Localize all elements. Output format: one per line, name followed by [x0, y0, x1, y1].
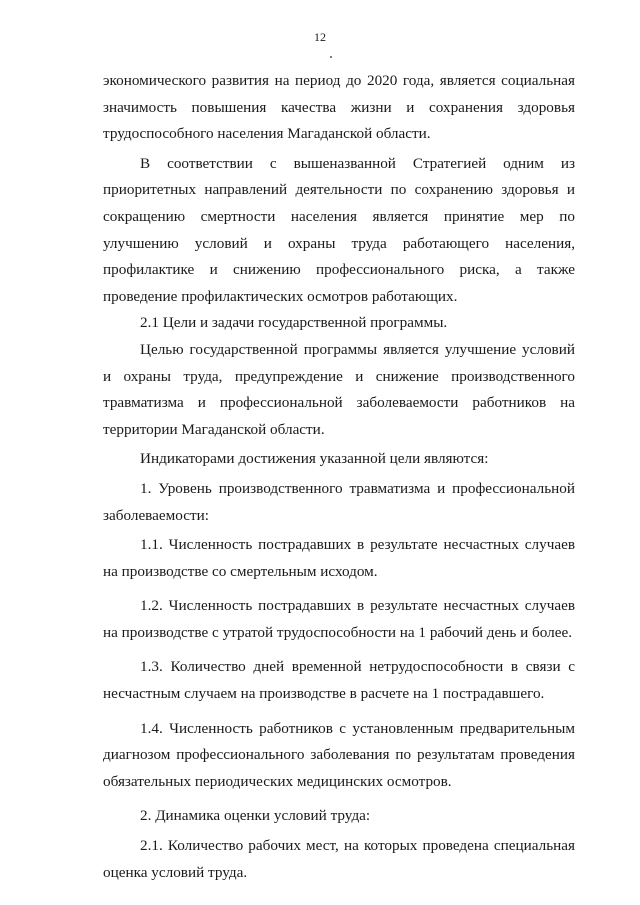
list-item-2-1: 2.1. Количество рабочих мест, на которых проведена специальная оценка условий труда.	[103, 837, 575, 881]
list-item-2: 2. Динамика оценки условий труда:	[140, 807, 371, 825]
paragraph-strategy: В соответствии с вышеназванной Стратегией одним из приоритетных направлений деятельности по сохранению здоровья и сокращению смертности населения является принятие мер по улучшению условий и охраны труда работающего населения, профилактике и снижению профессионального риска, а также проведение профилактических осмотров работающих.	[103, 154, 575, 305]
document-body	[103, 68, 575, 886]
page-number: 12	[314, 30, 326, 44]
list-item-1-1: 1.1. Численность пострадавших в результате несчастных случаев на производстве со смертельным исходом.	[103, 536, 575, 580]
list-item-1: 1. Уровень производственного травматизма и профессиональной заболеваемости:	[103, 479, 575, 524]
paragraph-program-goal: Целью государственной программы является улучшение условий и охраны труда, предупреждение и снижение производственного травматизма и профессиональной заболеваемости работников на территории Магаданской области.	[103, 340, 575, 438]
list-item-1-3: 1.3. Количество дней временной нетрудоспособности в связи с несчастным случаем на производстве в расчете на 1 пострадавшего.	[103, 658, 575, 703]
paragraph-indicators-intro: Индикаторами достижения указанной цели являются:	[140, 450, 489, 468]
list-item-1-2: 1.2. Численность пострадавших в результате несчастных случаев на производстве с утратой трудоспособности на 1 рабочий день и более.	[103, 597, 575, 641]
scan-speck	[330, 56, 332, 58]
paragraph-intro-continuation: экономического развития на период до 2020 года, является социальная значимость повышения качества жизни и сохранения здоровья трудоспособного населения Магаданской области.	[103, 72, 575, 143]
section-heading-2-1: 2.1 Цели и задачи государственной программы.	[140, 314, 448, 332]
list-item-1-4: 1.4. Численность работников с установленным предварительным диагнозом профессионального заболевания по результатам проведения обязательных периодических медицинских осмотров.	[103, 719, 575, 790]
